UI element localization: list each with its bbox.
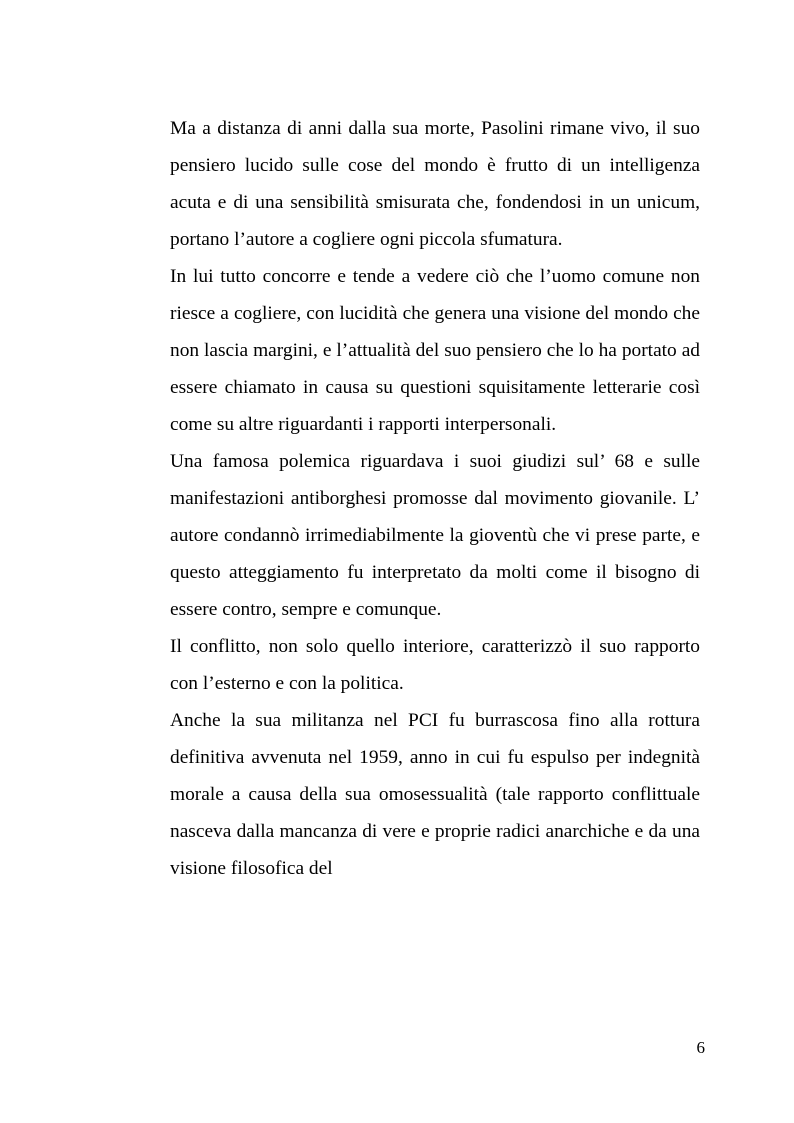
body-text: [170, 110, 700, 887]
page-number: 6: [696, 1038, 705, 1057]
paragraph-3: Una famosa polemica riguardava i suoi giudizi sul’ 68 e sulle manifestazioni antiborghesi promosse dal movimento giovanile. L’ autore condannò irrimediabilmente la gioventù che vi prese parte, e questo atteggiamento fu interpretato da molti come il bisogno di essere contro, sempre e comunque.: [170, 451, 700, 620]
paragraph-1: Ma a distanza di anni dalla sua morte, Pasolini rimane vivo, il suo pensiero lucido sulle cose del mondo è frutto di un intelligenza acuta e di una sensibilità smisurata che, fondendosi in un unicum, portano l’autore a cogliere ogni piccola sfumatura.: [170, 118, 700, 250]
paragraph-2: In lui tutto concorre e tende a vedere ciò che l’uomo comune non riesce a cogliere, con lucidità che genera una visione del mondo che non lascia margini, e l’attualità del suo pensiero che lo ha portato ad essere chiamato in causa su questioni squisitamente letterarie così come su altre riguardanti i rapporti interpersonali.: [170, 266, 700, 435]
paragraph-4: Il conflitto, non solo quello interiore, caratterizzò il suo rapporto con l’esterno e con la politica.: [170, 636, 700, 694]
paragraph-5: Anche la sua militanza nel PCI fu burrascosa fino alla rottura definitiva avvenuta nel 1959, anno in cui fu espulso per indegnità morale a causa della sua omosessualità (tale rapporto conflittuale nasceva dalla mancanza di vere e proprie radici anarchiche e da una visione filosofica del: [170, 710, 700, 879]
